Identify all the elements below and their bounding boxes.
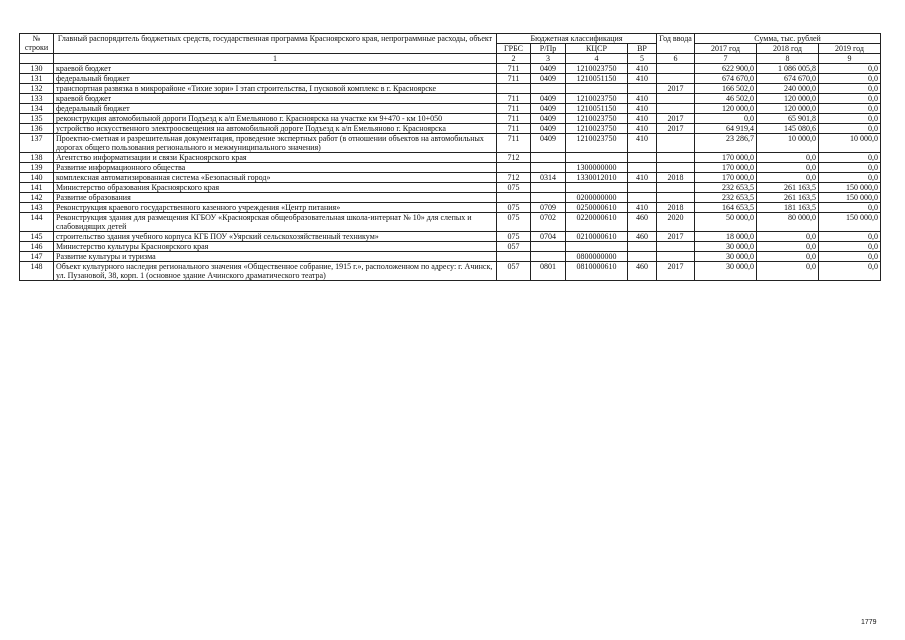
sum-2018-cell: 261 163,5 [757, 193, 819, 203]
kcsr-cell: 1210051150 [566, 104, 628, 114]
sum-2017-cell: 64 919,4 [695, 124, 757, 134]
description-cell: реконструкция автомобильной дороги Подъезд к а/п Емельяново г. Красноярска на участке км 9+470 - км 10+050 [54, 114, 497, 124]
table-row [20, 64, 881, 74]
column-number-cell: 4 [566, 54, 628, 64]
row-number-cell: 138 [20, 153, 54, 163]
year-cell: 2017 [657, 114, 695, 124]
sum-2017-cell: 120 000,0 [695, 104, 757, 114]
description-cell: краевой бюджет [54, 94, 497, 104]
vr-cell: 410 [628, 114, 657, 124]
grbs-cell: 057 [497, 262, 531, 281]
sum-2019-cell: 0,0 [819, 262, 881, 281]
vr-cell: 410 [628, 203, 657, 213]
sum-2019-cell: 150 000,0 [819, 213, 881, 232]
column-number-cell: 7 [695, 54, 757, 64]
kcsr-cell: 1210023750 [566, 134, 628, 153]
vr-cell: 410 [628, 94, 657, 104]
year-cell [657, 134, 695, 153]
table-row [20, 193, 881, 203]
rpr-cell [531, 163, 566, 173]
table-row [20, 134, 881, 153]
description-cell: комплексная автоматизированная система «Безопасный город» [54, 173, 497, 183]
rpr-cell [531, 153, 566, 163]
grbs-cell: 712 [497, 153, 531, 163]
header-kcsr: КЦСР [566, 44, 628, 54]
column-number-cell: 1 [54, 54, 497, 64]
table-row [20, 114, 881, 124]
sum-2019-cell: 150 000,0 [819, 183, 881, 193]
row-number-cell: 133 [20, 94, 54, 104]
sum-2019-cell: 0,0 [819, 232, 881, 242]
kcsr-cell [566, 153, 628, 163]
sum-2019-cell: 0,0 [819, 114, 881, 124]
year-cell [657, 74, 695, 84]
header-2017: 2017 год [695, 44, 757, 54]
sum-2019-cell: 10 000,0 [819, 134, 881, 153]
row-number-cell: 144 [20, 213, 54, 232]
sum-2017-cell: 166 502,0 [695, 84, 757, 94]
vr-cell: 460 [628, 262, 657, 281]
sum-2017-cell: 232 653,5 [695, 193, 757, 203]
sum-2018-cell: 181 163,5 [757, 203, 819, 213]
description-cell: Реконструкция краевого государственного казенного учреждения «Центр питания» [54, 203, 497, 213]
sum-2018-cell: 674 670,0 [757, 74, 819, 84]
table-row [20, 74, 881, 84]
sum-2017-cell: 232 653,5 [695, 183, 757, 193]
rpr-cell: 0314 [531, 173, 566, 183]
grbs-cell [497, 193, 531, 203]
description-cell: федеральный бюджет [54, 104, 497, 114]
table-row [20, 203, 881, 213]
header-year: Год ввода [657, 34, 695, 54]
sum-2017-cell: 170 000,0 [695, 173, 757, 183]
rpr-cell: 0409 [531, 104, 566, 114]
table-row [20, 242, 881, 252]
rpr-cell: 0702 [531, 213, 566, 232]
kcsr-cell: 0810000610 [566, 262, 628, 281]
kcsr-cell: 0200000000 [566, 193, 628, 203]
kcsr-cell: 1330012010 [566, 173, 628, 183]
vr-cell: 410 [628, 134, 657, 153]
kcsr-cell: 1210023750 [566, 124, 628, 134]
row-number-cell: 141 [20, 183, 54, 193]
row-number-cell: 130 [20, 64, 54, 74]
column-number-cell: 2 [497, 54, 531, 64]
description-cell: краевой бюджет [54, 64, 497, 74]
vr-cell [628, 252, 657, 262]
year-cell [657, 94, 695, 104]
grbs-cell [497, 163, 531, 173]
kcsr-cell [566, 84, 628, 94]
description-cell: Министерство культуры Красноярского края [54, 242, 497, 252]
column-number-cell: 9 [819, 54, 881, 64]
sum-2018-cell: 80 000,0 [757, 213, 819, 232]
vr-cell: 410 [628, 104, 657, 114]
grbs-cell: 712 [497, 173, 531, 183]
sum-2018-cell: 0,0 [757, 173, 819, 183]
kcsr-cell [566, 242, 628, 252]
sum-2018-cell: 0,0 [757, 262, 819, 281]
grbs-cell: 075 [497, 213, 531, 232]
sum-2018-cell: 0,0 [757, 242, 819, 252]
sum-2018-cell: 120 000,0 [757, 94, 819, 104]
column-number-cell: 6 [657, 54, 695, 64]
row-number-cell: 145 [20, 232, 54, 242]
table-row [20, 262, 881, 281]
vr-cell: 410 [628, 173, 657, 183]
vr-cell [628, 242, 657, 252]
description-cell: Реконструкция здания для размещения КГБОУ «Красноярская общеобразовательная школа-интернат № 10» для слепых и слабовидящих детей [54, 213, 497, 232]
column-number-cell: 5 [628, 54, 657, 64]
grbs-cell: 711 [497, 64, 531, 74]
table-row [20, 252, 881, 262]
rpr-cell: 0801 [531, 262, 566, 281]
sum-2017-cell: 30 000,0 [695, 262, 757, 281]
sum-2018-cell: 0,0 [757, 232, 819, 242]
description-cell: транспортная развязка в микрорайоне «Тихие зори» I этап строительства, I пусковой комплекс в г. Красноярске [54, 84, 497, 94]
grbs-cell: 711 [497, 114, 531, 124]
description-cell: Министерство образования Красноярского края [54, 183, 497, 193]
kcsr-cell: 1210023750 [566, 94, 628, 104]
header-description: Главный распорядитель бюджетных средств, государственная программа Красноярского края, непрограммные расходы, объект [54, 34, 497, 54]
row-number-cell: 134 [20, 104, 54, 114]
sum-2018-cell: 1 086 005,8 [757, 64, 819, 74]
table-row [20, 163, 881, 173]
sum-2017-cell: 622 900,0 [695, 64, 757, 74]
rpr-cell: 0409 [531, 124, 566, 134]
year-cell: 2018 [657, 203, 695, 213]
description-cell: Проектно-сметная и разрешительная документация, проведение экспертных работ (в отношении объектов на автомобильных дорогах общего пользования регионального и межмуниципального значения) [54, 134, 497, 153]
sum-2018-cell: 261 163,5 [757, 183, 819, 193]
header-budget-classification: Бюджетная классификация [497, 34, 657, 44]
vr-cell: 410 [628, 124, 657, 134]
header-sum: Сумма, тыс. рублей [695, 34, 881, 44]
sum-2018-cell: 0,0 [757, 252, 819, 262]
year-cell: 2017 [657, 124, 695, 134]
row-number-cell: 142 [20, 193, 54, 203]
year-cell: 2020 [657, 213, 695, 232]
row-number-cell: 143 [20, 203, 54, 213]
row-number-cell: 132 [20, 84, 54, 94]
rpr-cell: 0409 [531, 64, 566, 74]
column-number-cell: 3 [531, 54, 566, 64]
sum-2019-cell: 0,0 [819, 242, 881, 252]
header-row-number: № строки [20, 34, 54, 54]
row-number-cell: 140 [20, 173, 54, 183]
table-row [20, 173, 881, 183]
year-cell: 2017 [657, 232, 695, 242]
table-row [20, 84, 881, 94]
sum-2017-cell: 23 286,7 [695, 134, 757, 153]
sum-2018-cell: 120 000,0 [757, 104, 819, 114]
rpr-cell [531, 193, 566, 203]
grbs-cell: 711 [497, 134, 531, 153]
sum-2019-cell: 0,0 [819, 104, 881, 114]
column-number-row [20, 54, 881, 64]
sum-2018-cell: 0,0 [757, 163, 819, 173]
description-cell: федеральный бюджет [54, 74, 497, 84]
sum-2017-cell: 18 000,0 [695, 232, 757, 242]
rpr-cell [531, 242, 566, 252]
sum-2018-cell: 65 901,8 [757, 114, 819, 124]
sum-2019-cell: 0,0 [819, 203, 881, 213]
budget-table [19, 33, 881, 281]
header-grbs: ГРБС [497, 44, 531, 54]
sum-2017-cell: 0,0 [695, 114, 757, 124]
grbs-cell [497, 84, 531, 94]
table-row [20, 183, 881, 193]
sum-2017-cell: 674 670,0 [695, 74, 757, 84]
sum-2019-cell: 0,0 [819, 64, 881, 74]
sum-2019-cell: 0,0 [819, 252, 881, 262]
vr-cell: 410 [628, 64, 657, 74]
rpr-cell: 0704 [531, 232, 566, 242]
kcsr-cell: 0210000610 [566, 232, 628, 242]
table-body [20, 64, 881, 281]
sum-2019-cell: 0,0 [819, 84, 881, 94]
year-cell [657, 183, 695, 193]
year-cell [657, 242, 695, 252]
description-cell: устройство искусственного электроосвещения на автомобильной дороге Подъезд к а/п Емельяново г. Красноярска [54, 124, 497, 134]
vr-cell [628, 153, 657, 163]
year-cell [657, 193, 695, 203]
table-row [20, 153, 881, 163]
description-cell: Агентство информатизации и связи Красноярского края [54, 153, 497, 163]
sum-2017-cell: 50 000,0 [695, 213, 757, 232]
rpr-cell: 0709 [531, 203, 566, 213]
grbs-cell: 075 [497, 203, 531, 213]
description-cell: Развитие образования [54, 193, 497, 203]
grbs-cell: 711 [497, 124, 531, 134]
description-cell: Объект культурного наследия регионального значения «Общественное собрание, 1915 г.», расположенном по адресу: г. Ачинск, ул. Пузановой, 38, корп. 1 (основное здание Ачинского драматического театра) [54, 262, 497, 281]
vr-cell: 460 [628, 232, 657, 242]
grbs-cell: 711 [497, 74, 531, 84]
description-cell: Развитие культуры и туризма [54, 252, 497, 262]
sum-2017-cell: 30 000,0 [695, 242, 757, 252]
year-cell [657, 252, 695, 262]
year-cell [657, 153, 695, 163]
table-row [20, 104, 881, 114]
rpr-cell: 0409 [531, 74, 566, 84]
kcsr-cell: 1210023750 [566, 64, 628, 74]
rpr-cell: 0409 [531, 114, 566, 124]
header-2019: 2019 год [819, 44, 881, 54]
kcsr-cell: 1210023750 [566, 114, 628, 124]
description-cell: строительство здания учебного корпуса КГБ ПОУ «Уярский сельскохозяйственный техникум» [54, 232, 497, 242]
table-header [20, 34, 881, 64]
page-number: 1779 [861, 619, 877, 626]
grbs-cell: 711 [497, 94, 531, 104]
sum-2017-cell: 170 000,0 [695, 153, 757, 163]
header-rpr: Р/Пр [531, 44, 566, 54]
row-number-cell: 139 [20, 163, 54, 173]
vr-cell [628, 183, 657, 193]
vr-cell: 460 [628, 213, 657, 232]
kcsr-cell: 0800000000 [566, 252, 628, 262]
rpr-cell [531, 183, 566, 193]
table-row [20, 213, 881, 232]
table-row [20, 94, 881, 104]
year-cell: 2017 [657, 84, 695, 94]
column-number-cell [20, 54, 54, 64]
sum-2018-cell: 145 080,6 [757, 124, 819, 134]
row-number-cell: 135 [20, 114, 54, 124]
vr-cell [628, 163, 657, 173]
rpr-cell: 0409 [531, 134, 566, 153]
table-row [20, 124, 881, 134]
sum-2017-cell: 30 000,0 [695, 252, 757, 262]
year-cell: 2017 [657, 262, 695, 281]
kcsr-cell [566, 183, 628, 193]
grbs-cell: 711 [497, 104, 531, 114]
table-row [20, 232, 881, 242]
kcsr-cell: 1300000000 [566, 163, 628, 173]
vr-cell: 410 [628, 74, 657, 84]
sum-2019-cell: 0,0 [819, 74, 881, 84]
grbs-cell: 057 [497, 242, 531, 252]
year-cell [657, 104, 695, 114]
sum-2019-cell: 0,0 [819, 153, 881, 163]
sum-2018-cell: 0,0 [757, 153, 819, 163]
year-cell [657, 163, 695, 173]
kcsr-cell: 0220000610 [566, 213, 628, 232]
year-cell: 2018 [657, 173, 695, 183]
year-cell [657, 64, 695, 74]
row-number-cell: 147 [20, 252, 54, 262]
grbs-cell: 075 [497, 232, 531, 242]
description-cell: Развитие информационного общества [54, 163, 497, 173]
sum-2019-cell: 0,0 [819, 94, 881, 104]
sum-2019-cell: 0,0 [819, 163, 881, 173]
sum-2017-cell: 170 000,0 [695, 163, 757, 173]
sum-2019-cell: 0,0 [819, 124, 881, 134]
vr-cell [628, 193, 657, 203]
sum-2017-cell: 164 653,5 [695, 203, 757, 213]
kcsr-cell: 0250000610 [566, 203, 628, 213]
sum-2019-cell: 150 000,0 [819, 193, 881, 203]
kcsr-cell: 1210051150 [566, 74, 628, 84]
row-number-cell: 146 [20, 242, 54, 252]
rpr-cell [531, 252, 566, 262]
sum-2018-cell: 10 000,0 [757, 134, 819, 153]
grbs-cell [497, 252, 531, 262]
row-number-cell: 136 [20, 124, 54, 134]
row-number-cell: 131 [20, 74, 54, 84]
sum-2017-cell: 46 502,0 [695, 94, 757, 104]
row-number-cell: 148 [20, 262, 54, 281]
header-vr: ВР [628, 44, 657, 54]
rpr-cell: 0409 [531, 94, 566, 104]
row-number-cell: 137 [20, 134, 54, 153]
grbs-cell: 075 [497, 183, 531, 193]
column-number-cell: 8 [757, 54, 819, 64]
vr-cell [628, 84, 657, 94]
sum-2019-cell: 0,0 [819, 173, 881, 183]
rpr-cell [531, 84, 566, 94]
sum-2018-cell: 240 000,0 [757, 84, 819, 94]
header-2018: 2018 год [757, 44, 819, 54]
